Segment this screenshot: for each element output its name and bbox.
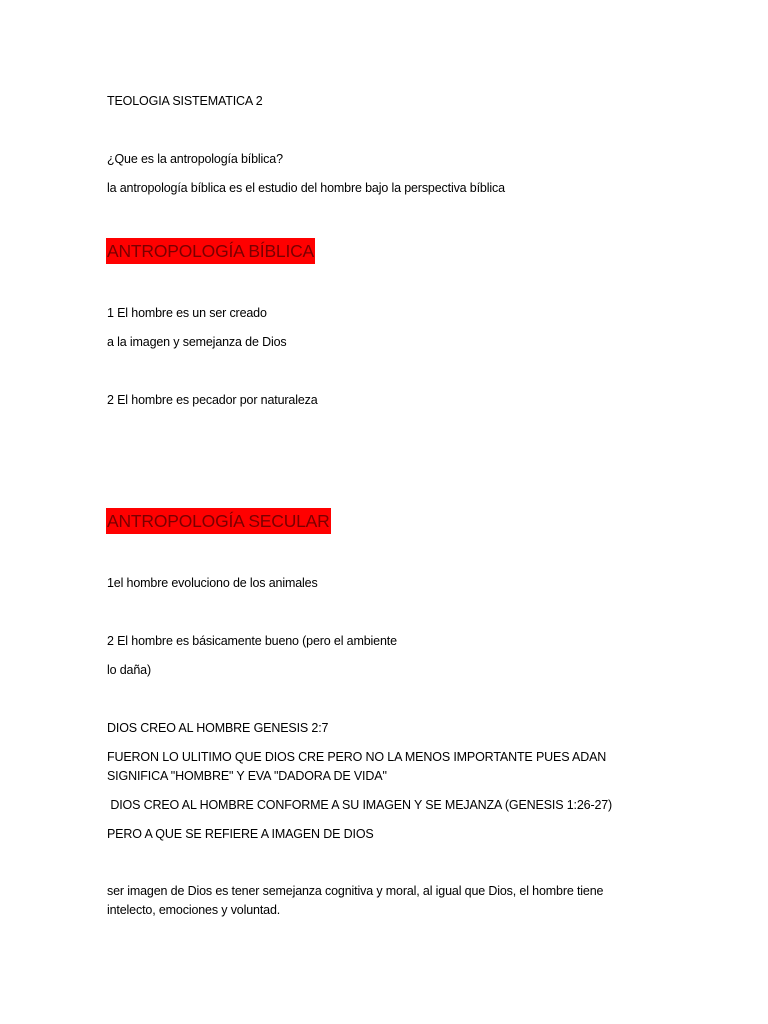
imagen-line: DIOS CREO AL HOMBRE CONFORME A SU IMAGEN Y SE MEJANZA (GENESIS 1:26-27)	[107, 798, 613, 812]
genesis-line: DIOS CREO AL HOMBRE GENESIS 2:7	[107, 721, 329, 735]
heading-antropologia-biblica: ANTROPOLOGÍA BÍBLICA	[106, 238, 315, 264]
question-text: ¿Que es la antropología bíblica?	[107, 152, 283, 166]
secular-point-1: 1el hombre evoluciono de los animales	[107, 576, 318, 590]
answer-text: la antropología bíblica es el estudio del hombre bajo la perspectiva bíblica	[107, 181, 505, 195]
heading-antropologia-secular: ANTROPOLOGÍA SECULAR	[106, 508, 331, 534]
biblica-point-1b: a la imagen y semejanza de Dios	[107, 335, 287, 349]
secular-point-2b: lo daña)	[107, 663, 151, 677]
adan-eva-paragraph: FUERON LO ULITIMO QUE DIOS CRE PERO NO LA MENOS IMPORTANTE PUES ADAN SIGNIFICA "HOMBRE" Y EVA "DADORA DE VIDA"	[107, 750, 607, 783]
pregunta-imagen: PERO A QUE SE REFIERE A IMAGEN DE DIOS	[107, 827, 374, 841]
biblica-point-2: 2 El hombre es pecador por naturaleza	[107, 393, 318, 407]
conclusion-paragraph: ser imagen de Dios es tener semejanza cognitiva y moral, al igual que Dios, el hombre tiene intelecto, emociones y voluntad.	[107, 884, 604, 917]
biblica-point-1a: 1 El hombre es un ser creado	[107, 306, 267, 320]
secular-point-2a: 2 El hombre es básicamente bueno (pero el ambiente	[107, 634, 397, 648]
document-title: TEOLOGIA SISTEMATICA 2	[107, 94, 263, 108]
